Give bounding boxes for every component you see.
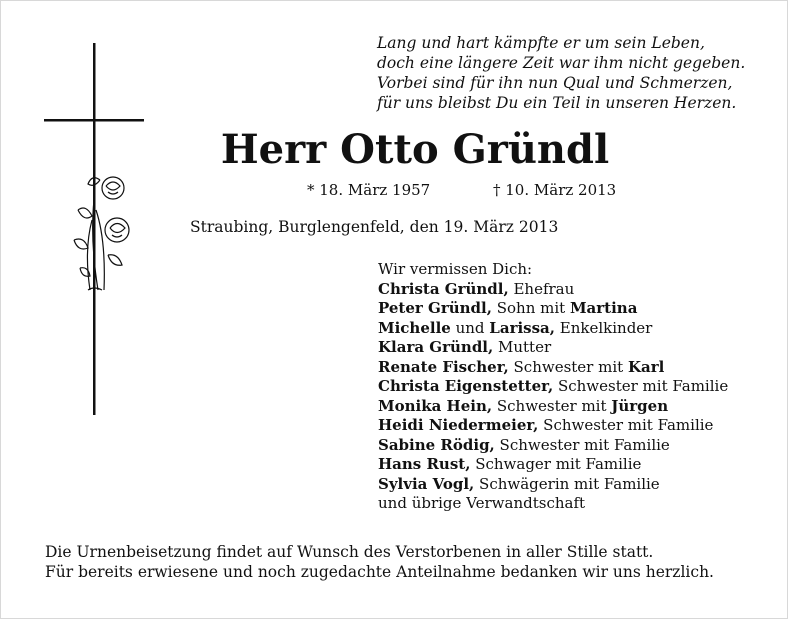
mourner-line xyxy=(378,416,728,436)
mourner-name: Jürgen xyxy=(611,396,669,415)
mourner-name: Hans Rust, xyxy=(378,455,471,473)
mourner-line xyxy=(378,494,728,514)
poem-line: Vorbei sind für ihn nun Qual und Schmerzen, xyxy=(377,74,733,92)
footer-line: Die Urnenbeisetzung findet auf Wunsch des Verstorbenen in aller Stille statt. xyxy=(45,543,654,561)
footer xyxy=(45,542,714,582)
mourner-relation: Enkelkinder xyxy=(555,318,653,337)
mourner-relation: Sohn mit xyxy=(491,299,570,317)
mourner-line xyxy=(378,377,728,397)
poem-line: Lang und hart kämpfte er um sein Leben, xyxy=(377,34,705,52)
poem-line: doch eine längere Zeit war ihm nicht gegeben. xyxy=(377,54,746,72)
place-and-date: Straubing, Burglengenfeld, den 19. März 2013 xyxy=(190,218,559,236)
mourner-name: Sylvia Vogl, xyxy=(378,474,475,493)
mourner-name: Michelle xyxy=(378,318,451,337)
footer-line: Für bereits erwiesene und noch zugedachte Anteilnahme bedanken wir uns herzlich. xyxy=(45,563,714,581)
cross-with-roses-icon xyxy=(40,40,150,420)
mourner-name: Martina xyxy=(569,299,638,317)
mourner-line xyxy=(378,455,728,475)
mourner-name: Klara Gründl, xyxy=(378,338,494,356)
mourner-name: Heidi Niedermeier, xyxy=(378,416,539,434)
mourners-list xyxy=(378,260,728,514)
mourner-name: Christa Eigenstetter, xyxy=(378,377,554,395)
mourner-name: Renate Fischer, xyxy=(378,357,509,376)
mourner-name: Larissa, xyxy=(489,318,555,337)
mourner-relation: Schwester mit Familie xyxy=(553,377,729,395)
mourner-line xyxy=(378,358,728,378)
poem-line: für uns bleibst Du ein Teil in unseren Herzen. xyxy=(377,94,737,112)
mourner-name: Monika Hein, xyxy=(378,396,493,415)
mourner-relation: Schwester mit Familie xyxy=(538,416,714,434)
mourner-relation: Mutter xyxy=(493,338,552,356)
mourner-name: Karl xyxy=(627,357,665,376)
mourner-relation: und xyxy=(450,318,490,337)
mourner-line xyxy=(378,475,728,495)
mourner-relation: Schwägerin mit Familie xyxy=(474,474,660,493)
mourner-line xyxy=(378,319,728,339)
mourner-line xyxy=(378,436,728,456)
birth-date: * 18. März 1957 xyxy=(307,181,431,199)
mourner-relation: und übrige Verwandtschaft xyxy=(378,494,586,512)
mourner-line xyxy=(378,397,728,417)
mourner-name: Sabine Rödig, xyxy=(378,435,495,454)
mourner-relation: Schwester mit xyxy=(492,396,612,415)
mourner-relation: Ehefrau xyxy=(508,279,575,298)
mourner-line xyxy=(378,338,728,358)
death-date: † 10. März 2013 xyxy=(493,181,617,199)
mourner-relation: Schwester mit xyxy=(508,357,628,376)
deceased-name: Herr Otto Gründl xyxy=(220,126,610,173)
mourner-name: Peter Gründl, xyxy=(378,299,492,317)
mourner-line xyxy=(378,280,728,300)
mourners-intro: Wir vermissen Dich: xyxy=(378,260,533,278)
mourner-relation: Schwager mit Familie xyxy=(470,455,642,473)
mourner-line xyxy=(378,299,728,319)
poem xyxy=(377,33,777,113)
mourner-name: Christa Gründl, xyxy=(378,279,509,298)
mourner-relation: Schwester mit Familie xyxy=(494,435,670,454)
